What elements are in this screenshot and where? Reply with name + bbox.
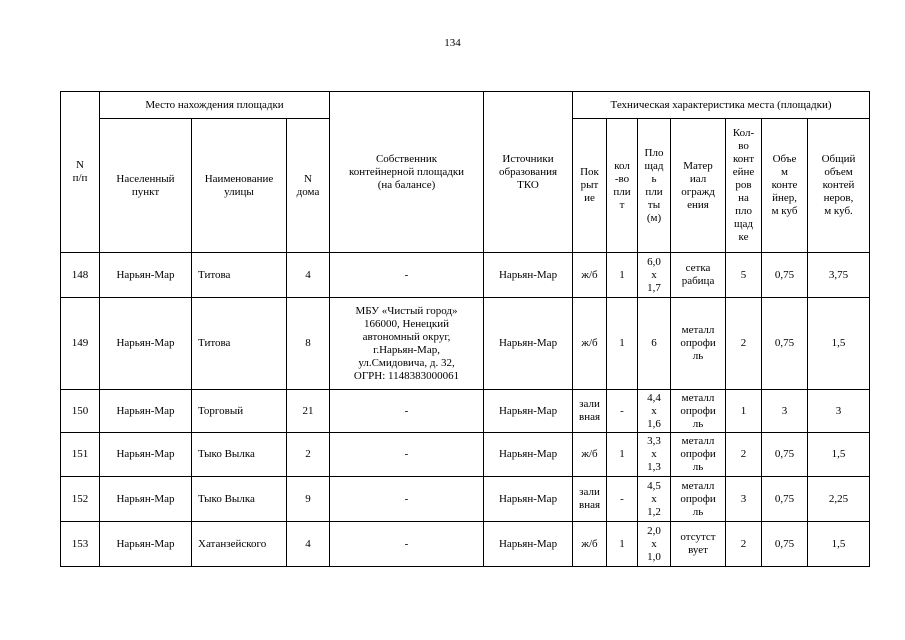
header-settlement: Населенный пункт xyxy=(100,119,192,253)
cell-fence: сетка рабица xyxy=(671,253,726,298)
header-containers: Кол- во конт ейне ров на пло щад ке xyxy=(726,119,762,253)
cell-sources: Нарьян-Мар xyxy=(484,298,573,390)
cell-containers: 5 xyxy=(726,253,762,298)
cell-sources: Нарьян-Мар xyxy=(484,477,573,522)
cell-n: 150 xyxy=(61,390,100,433)
cell-cover: ж/б xyxy=(573,298,607,390)
cell-containers: 1 xyxy=(726,390,762,433)
cell-total: 1,5 xyxy=(808,522,870,567)
table-row xyxy=(61,253,870,298)
cell-house: 9 xyxy=(287,477,330,522)
cell-total: 1,5 xyxy=(808,433,870,477)
cell-sources: Нарьян-Мар xyxy=(484,390,573,433)
cell-street: Тыко Вылка xyxy=(192,433,287,477)
header-street: Наименование улицы xyxy=(192,119,287,253)
header-cover: Пок рыт ие xyxy=(573,119,607,253)
cell-fence: металл опрофи ль xyxy=(671,390,726,433)
cell-sources: Нарьян-Мар xyxy=(484,253,573,298)
cell-fence: металл опрофи ль xyxy=(671,477,726,522)
cell-house: 21 xyxy=(287,390,330,433)
cell-cover: зали вная xyxy=(573,390,607,433)
cell-slabs: 1 xyxy=(607,522,638,567)
cell-owner: - xyxy=(330,522,484,567)
cell-fence: отсутст вует xyxy=(671,522,726,567)
cell-containers: 2 xyxy=(726,522,762,567)
cell-owner: - xyxy=(330,390,484,433)
cell-n: 151 xyxy=(61,433,100,477)
container-sites-table xyxy=(60,91,870,567)
cell-area: 4,4 х 1,6 xyxy=(638,390,671,433)
cell-owner: МБУ «Чистый город» 166000, Ненецкий автономный округ, г.Нарьян-Мар, ул.Смидовича, д. 32, ОГРН: 1148383000061 xyxy=(330,298,484,390)
cell-house: 4 xyxy=(287,522,330,567)
header-tech-group: Техническая характеристика места (площадки) xyxy=(573,92,870,119)
header-n: N п/п xyxy=(61,92,100,253)
cell-street: Торговый xyxy=(192,390,287,433)
cell-street: Титова xyxy=(192,253,287,298)
cell-containers: 2 xyxy=(726,298,762,390)
cell-n: 153 xyxy=(61,522,100,567)
cell-owner: - xyxy=(330,477,484,522)
cell-sources: Нарьян-Мар xyxy=(484,522,573,567)
header-sources: Источники образования ТКО xyxy=(484,92,573,253)
cell-volume: 3 xyxy=(762,390,808,433)
table-row xyxy=(61,298,870,390)
cell-settlement: Нарьян-Мар xyxy=(100,390,192,433)
cell-total: 3,75 xyxy=(808,253,870,298)
cell-total: 2,25 xyxy=(808,477,870,522)
cell-slabs: 1 xyxy=(607,298,638,390)
cell-area: 6 xyxy=(638,298,671,390)
cell-slabs: 1 xyxy=(607,253,638,298)
cell-settlement: Нарьян-Мар xyxy=(100,253,192,298)
cell-containers: 3 xyxy=(726,477,762,522)
cell-volume: 0,75 xyxy=(762,298,808,390)
header-total: Общий объем контей неров, м куб. xyxy=(808,119,870,253)
cell-total: 1,5 xyxy=(808,298,870,390)
cell-house: 2 xyxy=(287,433,330,477)
cell-area: 6,0 х 1,7 xyxy=(638,253,671,298)
cell-street: Хатанзейского xyxy=(192,522,287,567)
cell-n: 149 xyxy=(61,298,100,390)
cell-house: 8 xyxy=(287,298,330,390)
cell-slabs: 1 xyxy=(607,433,638,477)
cell-area: 3,3 х 1,3 xyxy=(638,433,671,477)
cell-fence: металл опрофи ль xyxy=(671,433,726,477)
cell-volume: 0,75 xyxy=(762,477,808,522)
header-slabs: кол -во пли т xyxy=(607,119,638,253)
cell-house: 4 xyxy=(287,253,330,298)
header-house: N дома xyxy=(287,119,330,253)
cell-volume: 0,75 xyxy=(762,522,808,567)
header-volume: Объе м конте йнер, м куб xyxy=(762,119,808,253)
cell-n: 152 xyxy=(61,477,100,522)
cell-total: 3 xyxy=(808,390,870,433)
cell-owner: - xyxy=(330,253,484,298)
cell-street: Титова xyxy=(192,298,287,390)
page-number: 134 xyxy=(444,37,461,49)
cell-settlement: Нарьян-Мар xyxy=(100,477,192,522)
header-location-group: Место нахождения площадки xyxy=(100,92,330,119)
cell-cover: ж/б xyxy=(573,253,607,298)
cell-containers: 2 xyxy=(726,433,762,477)
header-owner: Собственник контейнерной площадки (на балансе) xyxy=(330,92,484,253)
table-row xyxy=(61,390,870,433)
cell-cover: зали вная xyxy=(573,477,607,522)
cell-area: 2,0 х 1,0 xyxy=(638,522,671,567)
cell-cover: ж/б xyxy=(573,522,607,567)
table-row xyxy=(61,433,870,477)
cell-n: 148 xyxy=(61,253,100,298)
header-area: Пло щад ь пли ты (м) xyxy=(638,119,671,253)
cell-street: Тыко Вылка xyxy=(192,477,287,522)
cell-volume: 0,75 xyxy=(762,253,808,298)
cell-settlement: Нарьян-Мар xyxy=(100,522,192,567)
cell-volume: 0,75 xyxy=(762,433,808,477)
cell-area: 4,5 х 1,2 xyxy=(638,477,671,522)
cell-cover: ж/б xyxy=(573,433,607,477)
cell-sources: Нарьян-Мар xyxy=(484,433,573,477)
cell-fence: металл опрофи ль xyxy=(671,298,726,390)
cell-settlement: Нарьян-Мар xyxy=(100,433,192,477)
cell-slabs: - xyxy=(607,390,638,433)
header-fence: Матер иал огражд ения xyxy=(671,119,726,253)
cell-settlement: Нарьян-Мар xyxy=(100,298,192,390)
table-row xyxy=(61,522,870,567)
cell-slabs: - xyxy=(607,477,638,522)
cell-owner: - xyxy=(330,433,484,477)
table-row xyxy=(61,477,870,522)
